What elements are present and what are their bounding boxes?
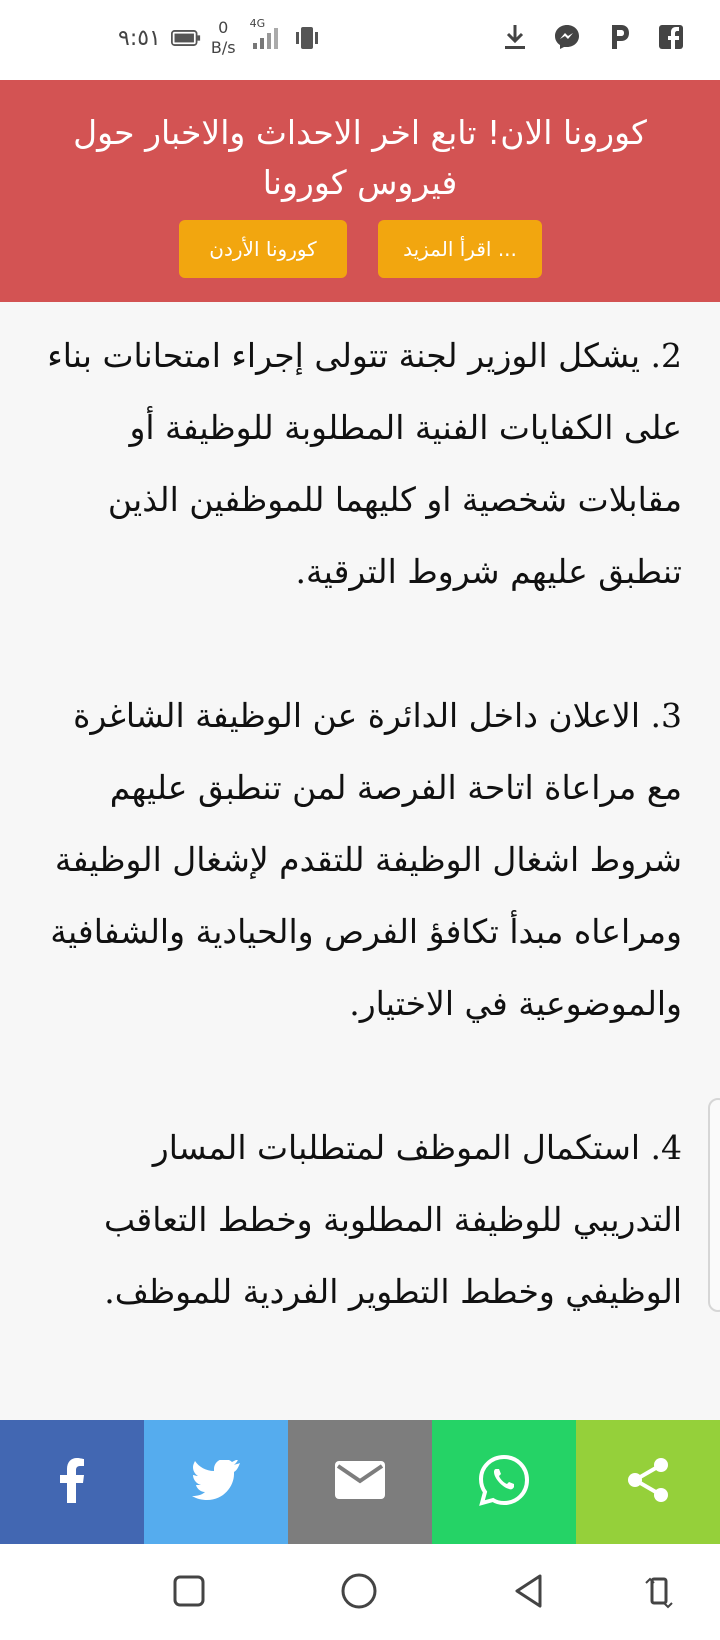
share-email-button[interactable] [288, 1420, 432, 1544]
read-more-button[interactable]: اقرأ المزيد ... [378, 220, 542, 278]
battery-icon [171, 23, 201, 53]
rotate-button[interactable] [636, 1570, 682, 1616]
clock: ٩:٥١ [118, 25, 161, 51]
corona-jordan-button[interactable]: كورونا الأردن [179, 220, 347, 278]
twitter-icon [192, 1460, 240, 1504]
download-icon [500, 22, 530, 52]
article-paragraph: 4. استكمال الموظف لمتطلبات المسار التدريبي للوظيفة المطلوبة وخطط التعاقب الوظيفي وخطط التطوير الفردية للموظف. [104, 1128, 682, 1311]
mail-icon [334, 1460, 386, 1504]
status-bar [0, 0, 720, 80]
facebook-icon [656, 22, 686, 52]
net-speed-value: 0 [218, 18, 229, 37]
corona-banner [0, 80, 720, 302]
recent-apps-button[interactable] [166, 1570, 212, 1616]
share-more-button[interactable] [576, 1420, 720, 1544]
banner-text: كورونا الان! تابع اخر الاحداث والاخبار حول فيروس كورونا [73, 113, 647, 202]
share-bar [0, 1420, 720, 1544]
article-paragraph: 2. يشكل الوزير لجنة تتولى إجراء امتحانات بناء على الكفايات الفنية المطلوبة للوظيفة أو مقابلات شخصية او كليهما للموظفين الذين تنطبق عليهم شروط الترقية. [47, 336, 682, 591]
status-left-info [118, 18, 322, 58]
square-icon [172, 1574, 206, 1612]
home-button[interactable] [336, 1570, 382, 1616]
back-triangle-icon [512, 1573, 546, 1613]
signal-icon [246, 17, 282, 53]
navigation-bar [0, 1544, 720, 1640]
facebook-icon [58, 1457, 86, 1507]
share-facebook-button[interactable] [0, 1420, 144, 1544]
share-whatsapp-button[interactable] [432, 1420, 576, 1544]
circle-icon [340, 1572, 378, 1614]
status-right-icons [500, 22, 686, 52]
vibrate-icon [292, 23, 322, 53]
share-twitter-button[interactable] [144, 1420, 288, 1544]
whatsapp-icon [478, 1454, 530, 1510]
messenger-icon [552, 22, 582, 52]
side-drawer-handle[interactable] [708, 1098, 720, 1312]
rotate-icon [644, 1573, 674, 1613]
net-speed [211, 18, 236, 58]
net-speed-unit: B/s [210, 38, 236, 57]
back-button[interactable] [506, 1570, 552, 1616]
p-app-icon [604, 22, 634, 52]
share-icon [624, 1456, 672, 1508]
article-body [40, 320, 682, 1400]
article-paragraph: 3. الاعلان داخل الدائرة عن الوظيفة الشاغرة مع مراعاة اتاحة الفرصة لمن تنطبق عليهم شروط اشغال الوظيفة للتقدم لإشغال الوظيفة ومراعاه مبدأ تكافؤ الفرص والحيادية والشفافية والموضوعية في الاختيار. [50, 696, 682, 1023]
network-type: 4G [249, 17, 266, 30]
